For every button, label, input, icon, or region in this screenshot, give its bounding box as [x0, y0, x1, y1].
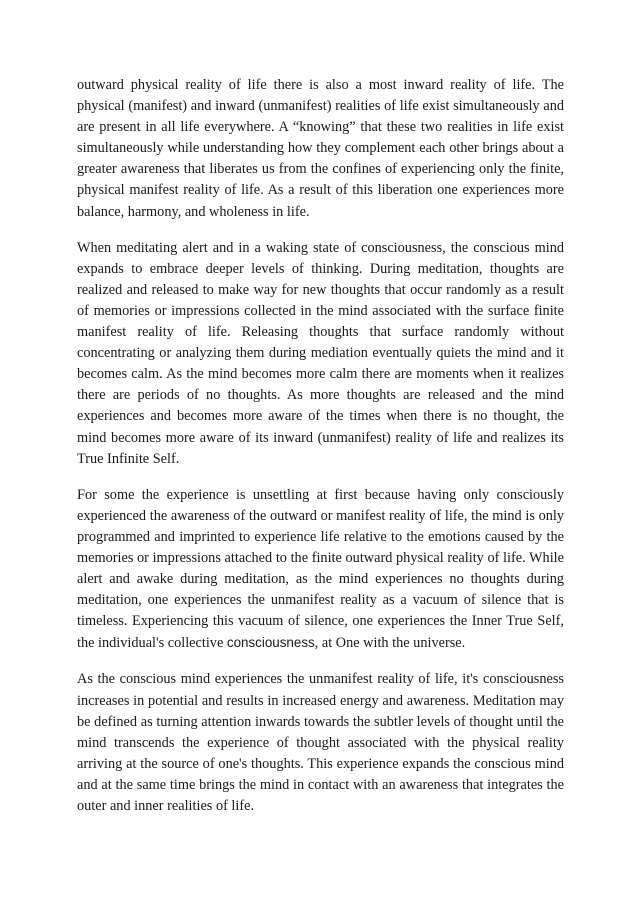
paragraph-3	[77, 485, 564, 655]
paragraph-3-term-consciousness: consciousness	[226, 635, 315, 651]
paragraph-3-text-start: For some the experience is unsettling at first because having only consciously experienced the awareness of the outward or manifest reality of life, the mind is only programmed and imprinted to experience life relative to the emotions caused by the memories or impressions attached to the finite outward physical reality of life. While alert and awake during meditation, as the mind experiences no thoughts during meditation, one experiences the unmanifest reality as a vacuum of silence that is timeless. Experiencing this vacuum of silence, one experiences the Inner True Self, the individual's collective	[77, 486, 564, 652]
paragraph-1: outward physical reality of life there is also a most inward reality of life. The physical (manifest) and inward (unmanifest) realities of life exist simultaneously and are present in all life everywhere. A “knowing” that these two realities in life exist simultaneously while understanding how they complement each other brings about a greater awareness that liberates us from the confines of experiencing only the finite, physical manifest reality of life. As a result of this liberation one experiences more balance, harmony, and wholeness in life.	[77, 77, 564, 220]
paragraph-2: When meditating alert and in a waking state of consciousness, the conscious mind expands to embrace deeper levels of thinking. During meditation, thoughts are realized and released to make way for new thoughts that occur randomly as a result of memories or impressions collected in the mind associated with the surface finite manifest reality of life. Releasing thoughts that surface randomly without concentrating or analyzing them during mediation eventually quiets the mind and it becomes calm. As the mind becomes more calm there are moments when it realizes there are periods of no thoughts. As more thoughts are released and the mind experiences and becomes more aware of the times when there is no thought, the mind becomes more aware of its inward (unmanifest) reality of life and realizes its True Infinite Self.	[77, 239, 564, 467]
paragraph-3-text-end: , at One with the universe.	[314, 635, 466, 652]
paragraph-4: As the conscious mind experiences the unmanifest reality of life, it's consciousness increases in potential and results in increased energy and awareness. Meditation may be defined as turning attention inwards towards the subtler levels of thought until the mind transcends the experience of thought associated with the physical reality arriving at the source of one's thoughts. This experience expands the conscious mind and at the same time brings the mind in contact with an awareness that integrates the outer and inner realities of life.	[77, 671, 564, 814]
